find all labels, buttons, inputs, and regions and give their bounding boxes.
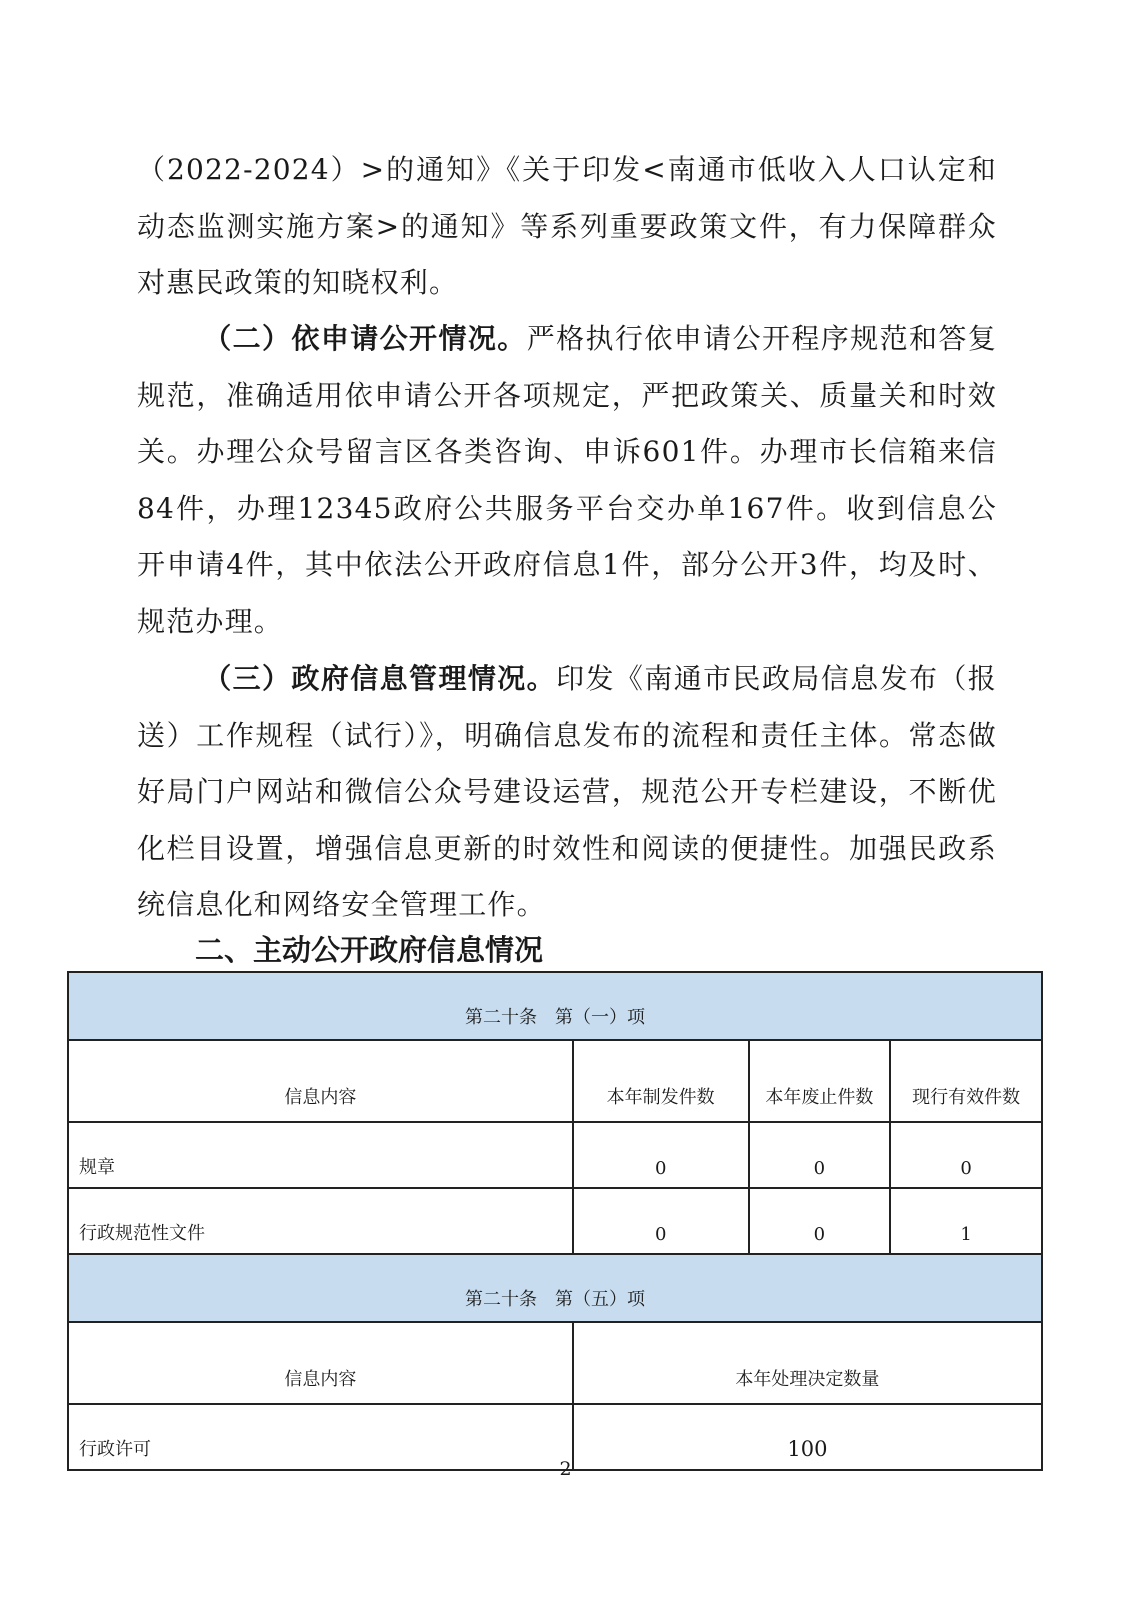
table-band-row <box>68 1254 1042 1322</box>
row-label: 行政许可 <box>68 1404 573 1470</box>
abolished-value: 0 <box>749 1188 891 1254</box>
table-band-article-20-item-5: 第二十条 第（五）项 <box>68 1254 1042 1322</box>
header-valid-count: 现行有效件数 <box>890 1040 1042 1122</box>
row-label: 规章 <box>68 1122 573 1188</box>
paragraph-information-management <box>137 651 997 934</box>
paragraph-text: 印发《南通市民政局信息发布（报送）工作规程（试行）》，明确信息发布的流程和责任主体。常态做好局门户网站和微信公众号建设运营，规范公开专栏建设，不断优化栏目设置，增强信息更新的时效性和阅读的便捷性。加强民政系统信息化和网络安全管理工作。 <box>137 662 997 922</box>
table-row <box>68 1122 1042 1188</box>
header-decision-count: 本年处理决定数量 <box>573 1322 1042 1404</box>
paragraph-policy-documents <box>137 142 997 312</box>
disclosure-table <box>67 971 1043 1471</box>
paragraph-text: （2022-2024）>的通知》《关于印发<南通市低收入人口认定和动态监测实施方案>的通知》等系列重要政策文件，有力保障群众对惠民政策的知晓权利。 <box>137 153 997 300</box>
paragraph-application-disclosure <box>137 311 997 651</box>
paragraph-text: 严格执行依申请公开程序规范和答复规范，准确适用依申请公开各项规定，严把政策关、质量关和时效关。办理公众号留言区各类咨询、申诉601件。办理市长信箱来信84件，办理12345政府公共服务平台交办单167件。收到信息公开申请4件，其中依法公开政府信息1件，部分公开3件，均及时、规范办理。 <box>137 322 997 638</box>
paragraph-lead: （二）依申请公开情况。 <box>203 322 527 355</box>
valid-value: 0 <box>890 1122 1042 1188</box>
table-band-article-20-item-1: 第二十条 第（一）项 <box>68 972 1042 1040</box>
issued-value: 0 <box>573 1188 749 1254</box>
valid-value: 1 <box>890 1188 1042 1254</box>
table-band-row <box>68 972 1042 1040</box>
section-title: 二、主动公开政府信息情况 <box>195 933 544 967</box>
table-header-row <box>68 1322 1042 1404</box>
header-issued-count: 本年制发件数 <box>573 1040 749 1122</box>
header-info-content: 信息内容 <box>68 1322 573 1404</box>
header-abolished-count: 本年废止件数 <box>749 1040 891 1122</box>
table-row <box>68 1188 1042 1254</box>
abolished-value: 0 <box>749 1122 891 1188</box>
paragraph-lead: （三）政府信息管理情况。 <box>203 662 557 695</box>
row-label: 行政规范性文件 <box>68 1188 573 1254</box>
decision-count-value: 100 <box>573 1404 1042 1470</box>
page-number: 2 <box>559 1458 572 1480</box>
table-header-row <box>68 1040 1042 1122</box>
header-info-content: 信息内容 <box>68 1040 573 1122</box>
issued-value: 0 <box>573 1122 749 1188</box>
